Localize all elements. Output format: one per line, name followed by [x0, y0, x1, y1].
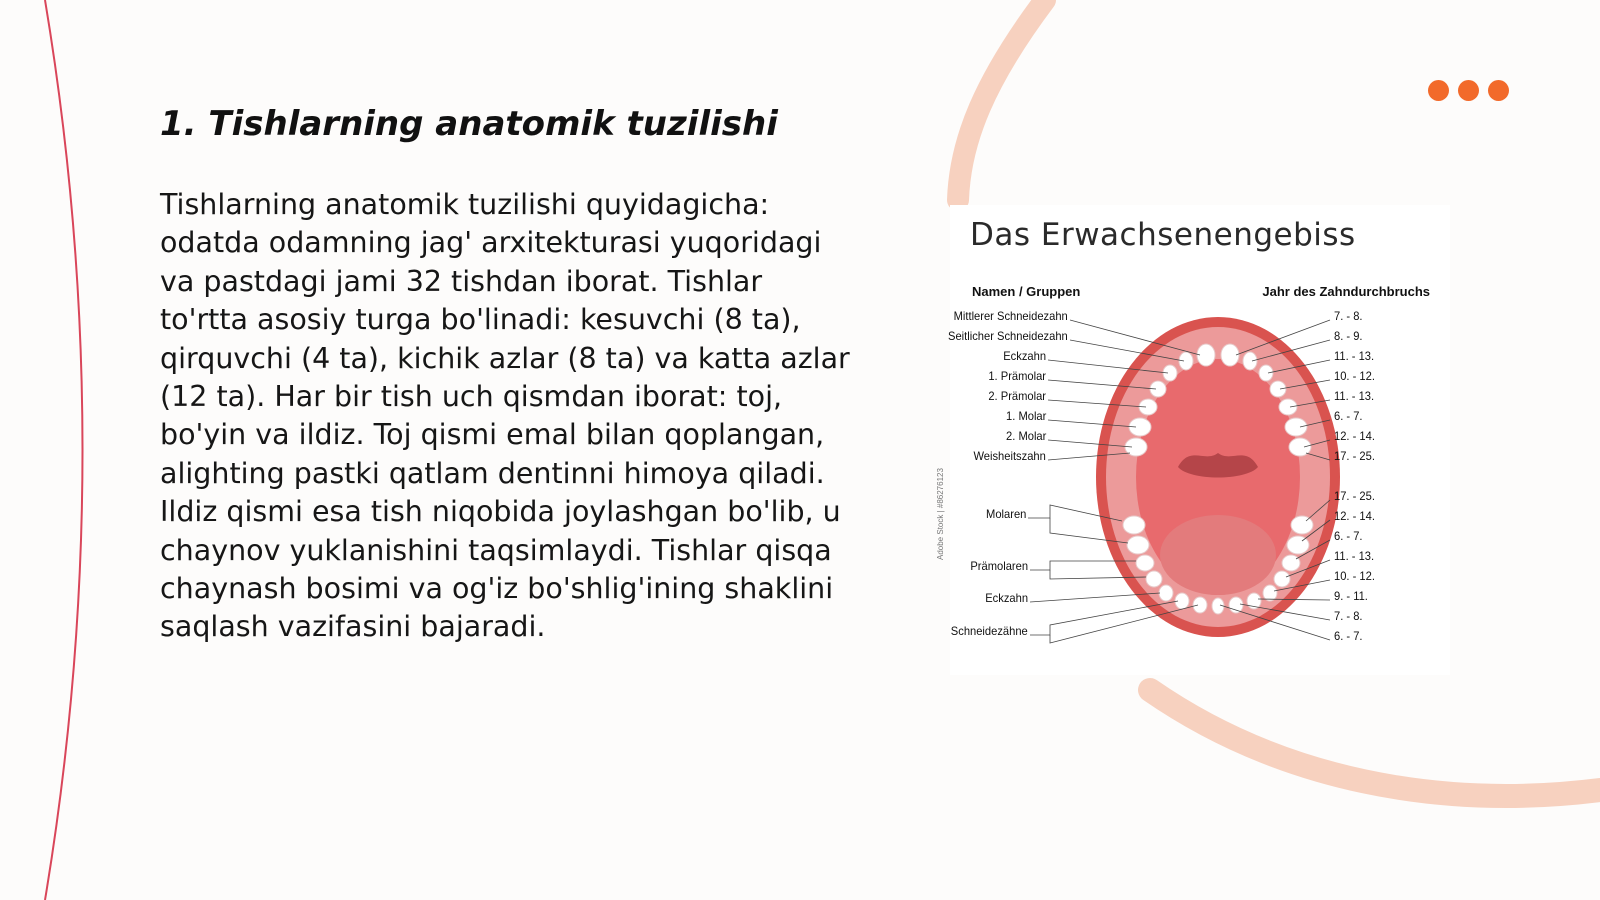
lower-eruption-year: 10. - 12.	[1334, 569, 1375, 583]
upper-tooth-name: Eckzahn	[1003, 349, 1046, 363]
names-header: Namen / Gruppen	[972, 284, 1081, 299]
upper-eruption-year: 11. - 13.	[1334, 349, 1375, 363]
stock-watermark: Adobe Stock | #86276123	[936, 468, 945, 560]
upper-eruption-year: 7. - 8.	[1334, 309, 1363, 323]
lower-group-name: Prämolaren	[970, 559, 1028, 573]
upper-tooth-name: Mittlerer Schneidezahn	[953, 309, 1068, 323]
lower-eruption-year: 12. - 14.	[1334, 509, 1375, 523]
lower-eruption-year: 7. - 8.	[1334, 609, 1363, 623]
upper-eruption-year: 12. - 14.	[1334, 429, 1375, 443]
upper-eruption-year: 17. - 25.	[1334, 449, 1375, 463]
years-header: Jahr des Zahndurchbruchs	[1262, 284, 1430, 299]
upper-eruption-year: 6. - 7.	[1334, 409, 1363, 423]
diagram-title: Das Erwachsenengebiss	[970, 217, 1356, 253]
upper-tooth-name: Seitlicher Schneidezahn	[948, 329, 1068, 343]
upper-tooth-name: 1. Prämolar	[988, 369, 1046, 383]
slide-title: 1. Tishlarning anatomik tuzilishi	[160, 104, 778, 144]
menu-dots-icon	[1428, 80, 1509, 101]
upper-eruption-year: 8. - 9.	[1334, 329, 1363, 343]
upper-tooth-name: 2. Prämolar	[988, 389, 1046, 403]
lower-eruption-year: 11. - 13.	[1334, 549, 1375, 563]
lower-group-name: Eckzahn	[985, 591, 1028, 605]
lower-eruption-year: 6. - 7.	[1334, 529, 1363, 543]
lower-group-name: Molaren	[985, 507, 1026, 521]
left-decorative-curve	[0, 0, 120, 900]
lower-eruption-year: 17. - 25.	[1334, 489, 1375, 503]
dental-diagram	[936, 205, 1450, 675]
slide-body-text: Tishlarning anatomik tuzilishi quyidagicha: odatda odamning jag' arxitekturasi yuqoridagi va pastdagi jami 32 tishdan iborat. Tishlar to'rtta asosiy turga bo'linadi: kesuvchi (8 ta), qirquvchi (4 ta), kichik azlar (8 ta) va katta azlar (12 ta). Har bir tish uch qismdan iborat: toj, bo'yin va ildiz. Toj qismi emal bilan qoplangan, alighting pastki qatlam dentinni himoya qiladi. Ildiz qismi esa tish niqobida joylashgan bo'lib, u chaynov yuklanishini taqsimlaydi. Tishlar qisqa chaynash bosimi va og'iz bo'shlig'ining shaklini saqlash vazifasini bajaradi.	[160, 188, 850, 644]
dot-icon	[1458, 80, 1479, 101]
lower-group-name: Schneidezähne	[951, 624, 1028, 638]
upper-tooth-name: 2. Molar	[1005, 429, 1046, 443]
upper-tooth-name: Weisheitszahn	[973, 449, 1046, 463]
dot-icon	[1488, 80, 1509, 101]
upper-eruption-year: 10. - 12.	[1334, 369, 1375, 383]
upper-tooth-name: 1. Molar	[1005, 409, 1046, 423]
lower-eruption-year: 9. - 11.	[1334, 589, 1368, 603]
upper-eruption-year: 11. - 13.	[1334, 389, 1375, 403]
dot-icon	[1428, 80, 1449, 101]
lower-eruption-year: 6. - 7.	[1334, 629, 1363, 643]
